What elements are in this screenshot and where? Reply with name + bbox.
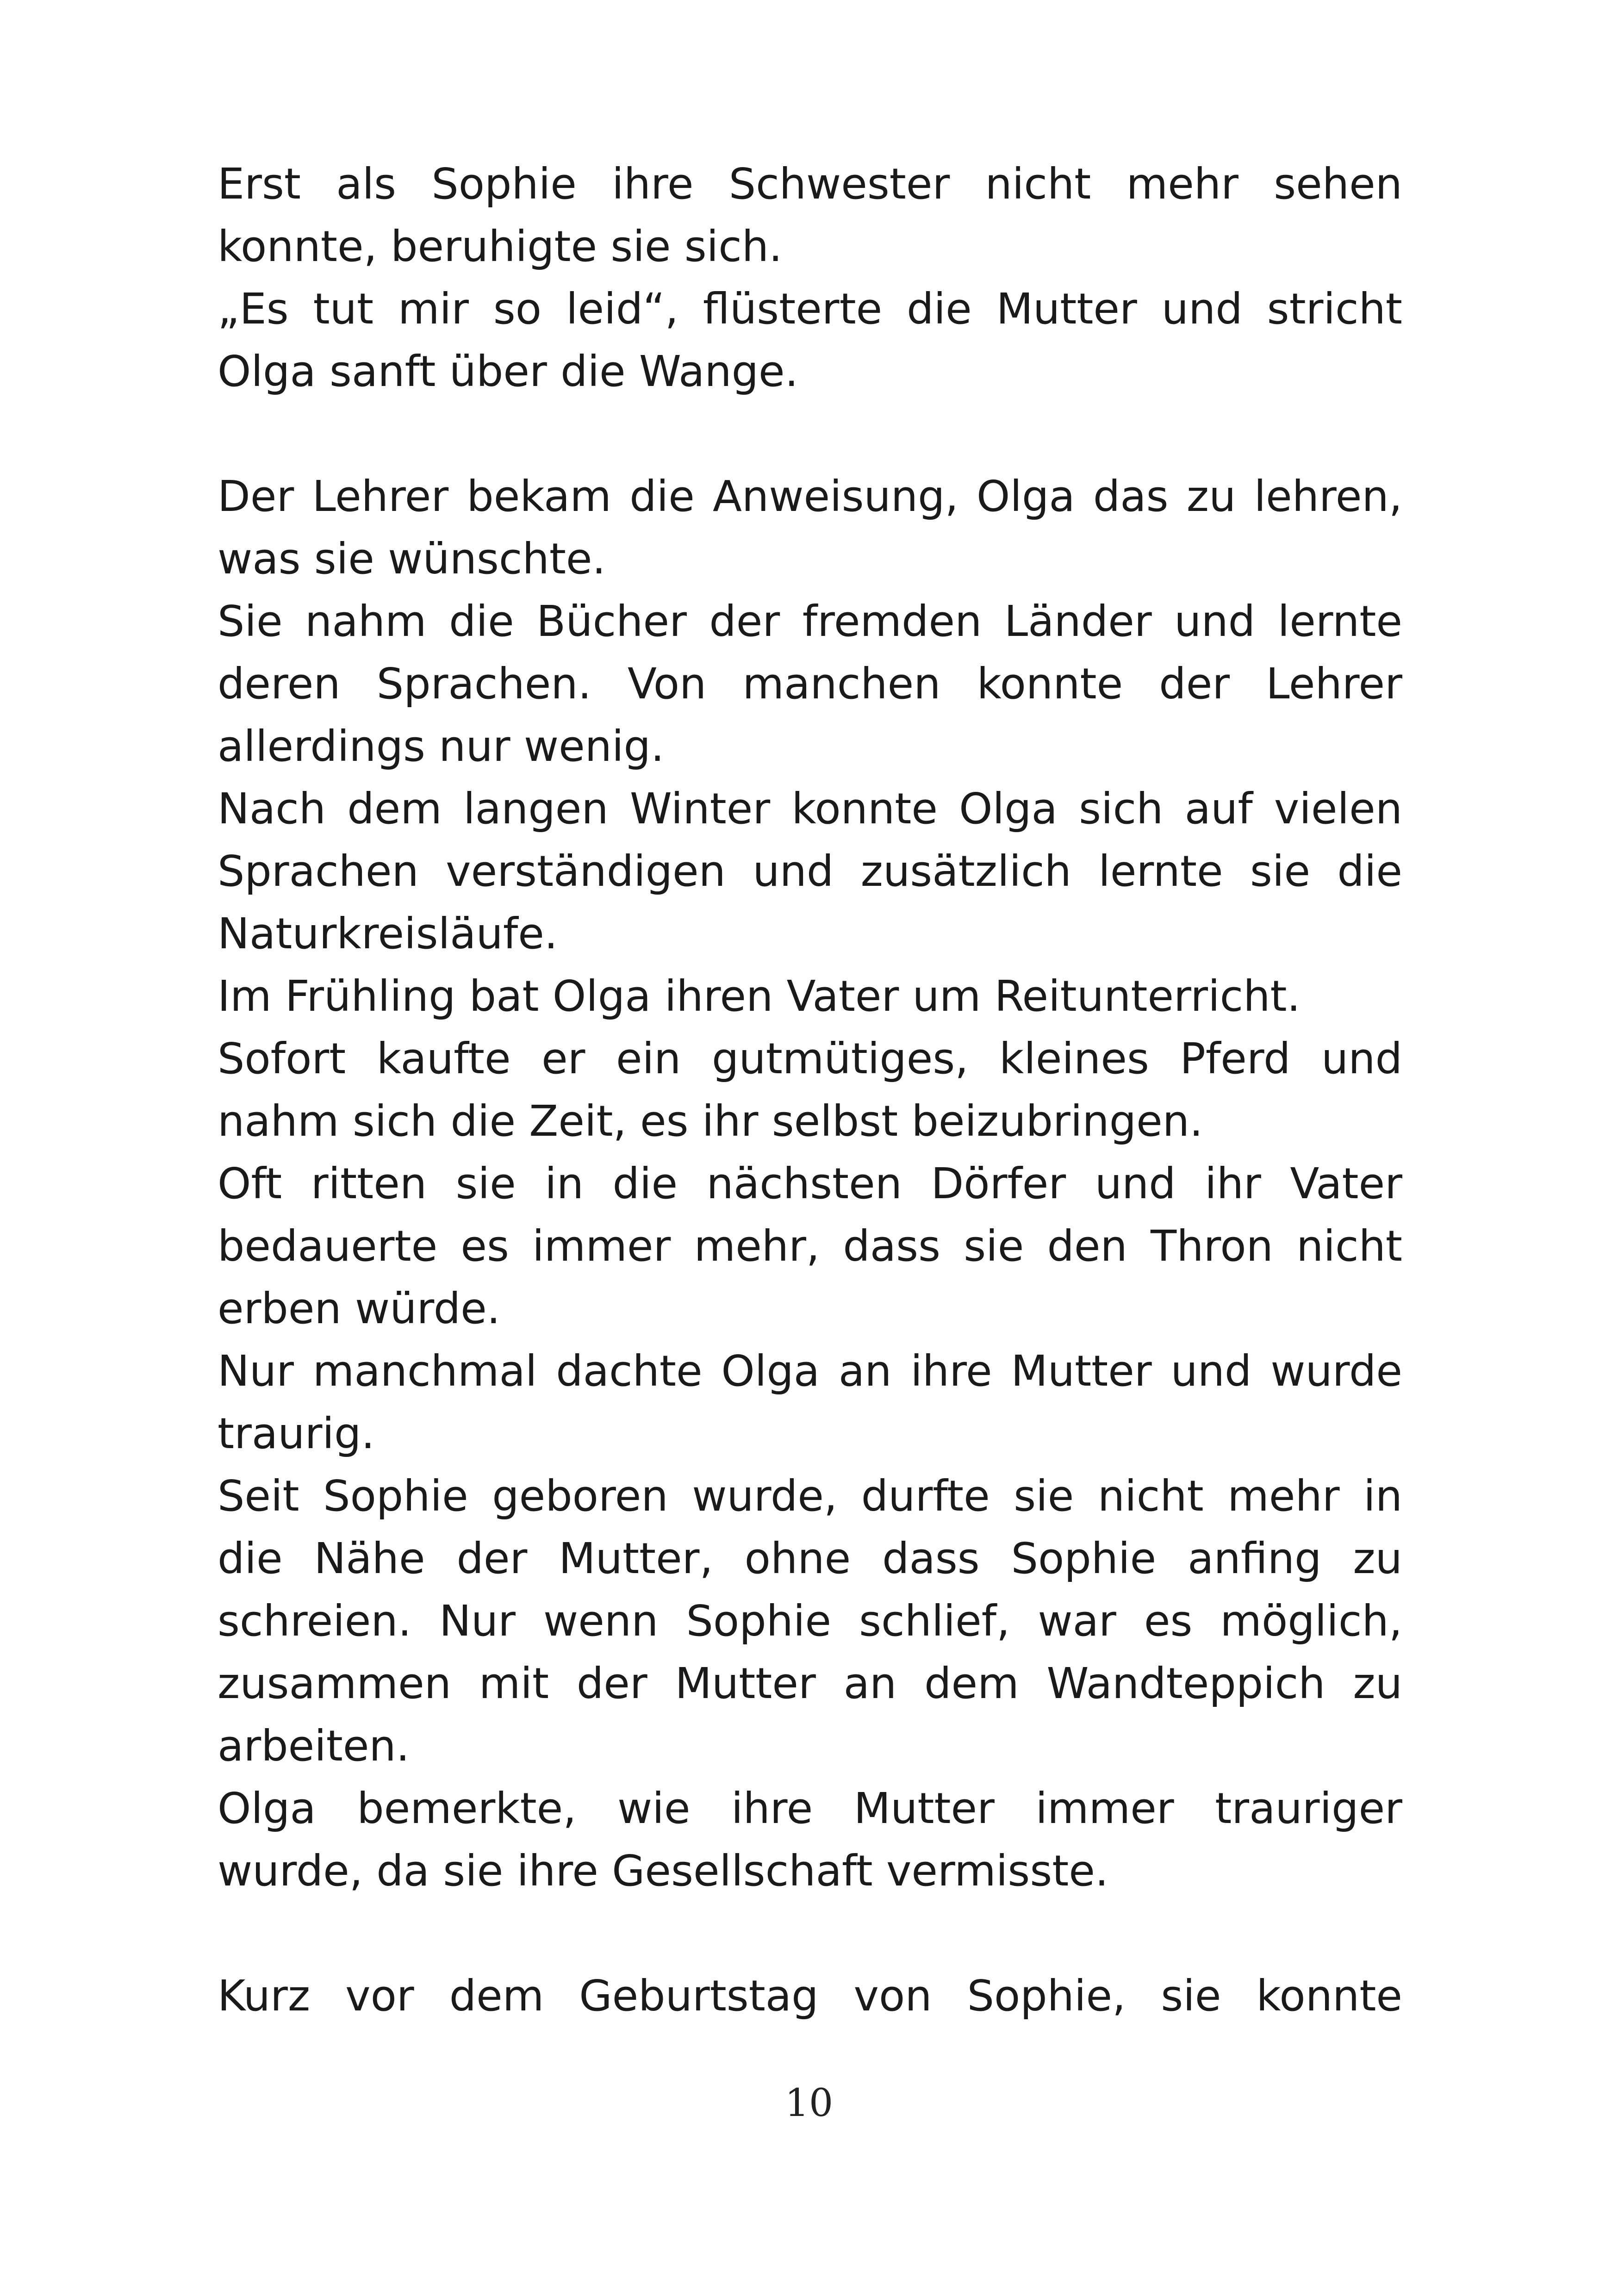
text-line: traurig. <box>218 1409 375 1458</box>
text-line: Im Frühling bat Olga ihren Vater um Reitunterricht. <box>218 971 1301 1021</box>
text-line: nahm sich die Zeit, es ihr selbst beizubringen. <box>218 1096 1203 1146</box>
text-line: wurde, da sie ihre Gesellschaft vermisste. <box>218 1846 1109 1896</box>
text-line: Kurz vor dem Geburtstag von Sophie, sie konnte <box>218 1971 1402 2021</box>
text-line: Nur manchmal dachte Olga an ihre Mutter und wurde <box>218 1346 1402 1396</box>
text-line: schreien. Nur wenn Sophie schlief, war es möglich, <box>218 1596 1402 1646</box>
body-text <box>218 153 1402 2027</box>
text-line: was sie wünschte. <box>218 534 606 584</box>
text-line: die Nähe der Mutter, ohne dass Sophie anfing zu <box>218 1534 1402 1583</box>
text-line: Sprachen verständigen und zusätzlich lernte sie die <box>218 846 1402 896</box>
text-line: Sie nahm die Bücher der fremden Länder und lernte <box>218 597 1402 646</box>
text-line: deren Sprachen. Von manchen konnte der Lehrer <box>218 659 1402 709</box>
blank-line <box>218 1902 1402 1965</box>
text-line: erben würde. <box>218 1284 500 1333</box>
text-line: Seit Sophie geboren wurde, durfte sie nicht mehr in <box>218 1471 1402 1521</box>
text-line: Der Lehrer bekam die Anweisung, Olga das zu lehren, <box>218 472 1402 521</box>
text-line: Oft ritten sie in die nächsten Dörfer und ihr Vater <box>218 1159 1402 1208</box>
text-line: arbeiten. <box>218 1721 410 1771</box>
text-line: allerdings nur wenig. <box>218 722 665 771</box>
text-line: zusammen mit der Mutter an dem Wandteppich zu <box>218 1659 1402 1708</box>
blank-line <box>218 403 1402 465</box>
text-line: Nach dem langen Winter konnte Olga sich auf vielen <box>218 784 1402 834</box>
text-line: bedauerte es immer mehr, dass sie den Thron nicht <box>218 1221 1402 1271</box>
text-line: Olga bemerkte, wie ihre Mutter immer trauriger <box>218 1784 1402 1833</box>
page-number: 10 <box>784 2081 834 2125</box>
text-line: konnte, beruhigte sie sich. <box>218 222 783 271</box>
text-line: Sofort kaufte er ein gutmütiges, kleines Pferd und <box>218 1034 1402 1083</box>
text-line: Naturkreisläufe. <box>218 909 558 958</box>
text-line: Olga sanft über die Wange. <box>218 347 798 396</box>
text-line: „Es tut mir so leid“, flüsterte die Mutter und stricht <box>218 284 1402 334</box>
text-line: Erst als Sophie ihre Schwester nicht mehr sehen <box>218 159 1402 209</box>
